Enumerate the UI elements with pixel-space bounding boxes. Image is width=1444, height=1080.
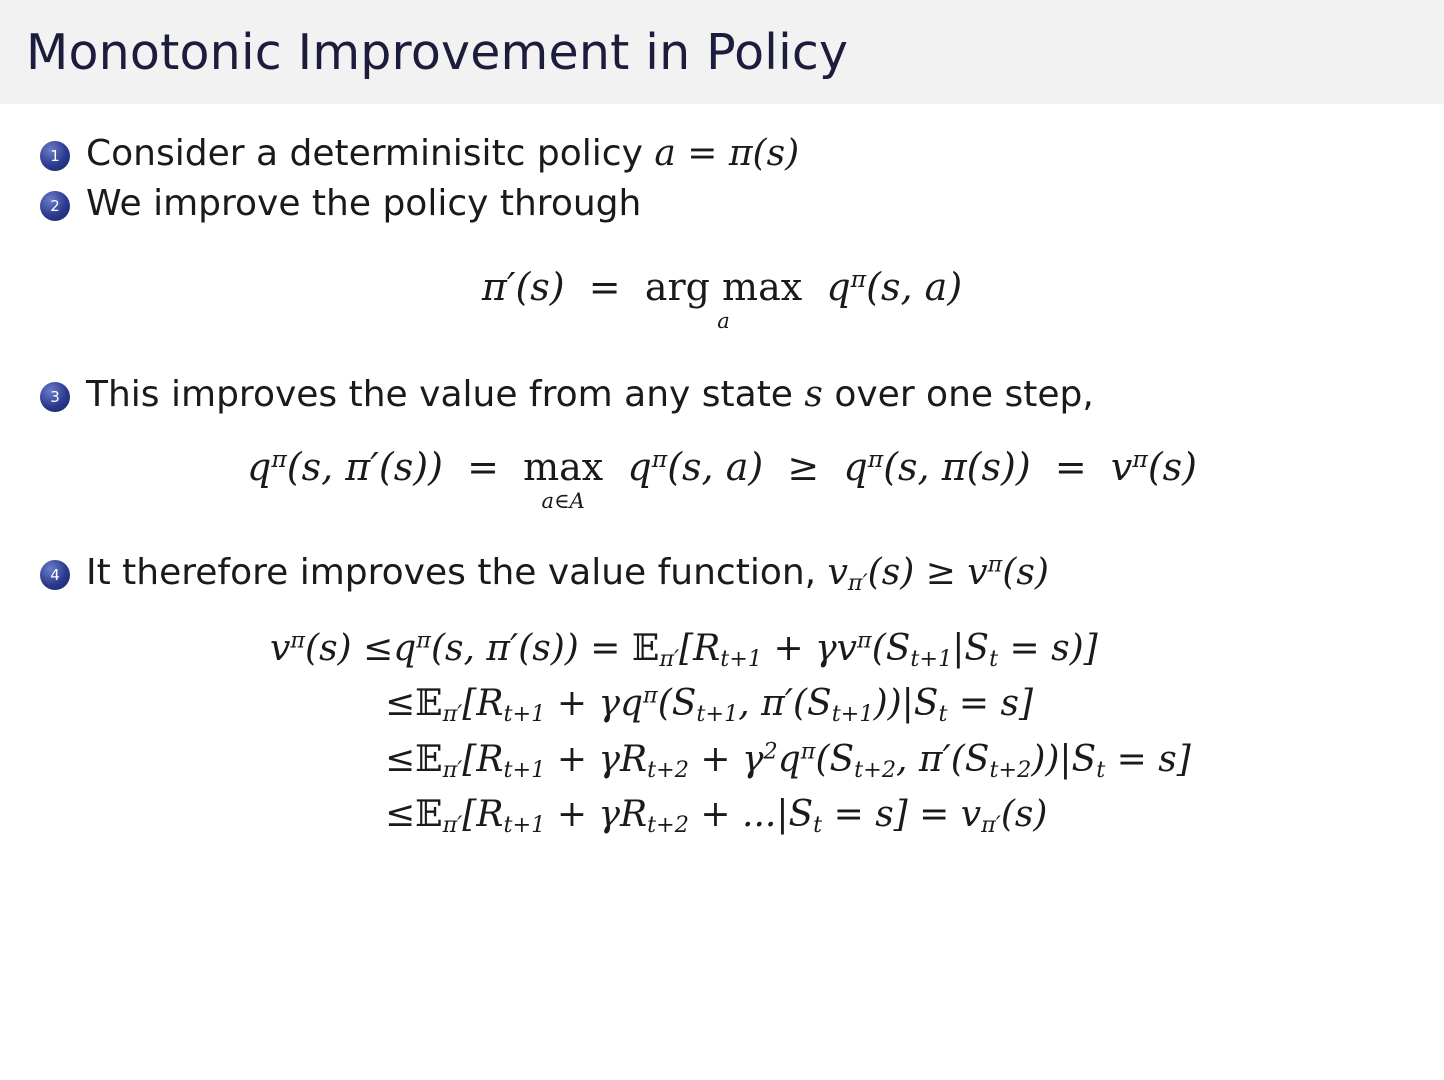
item-4-lead: It therefore improves the value function,: [86, 551, 828, 593]
equation-chain-line-2: $\le 𝔼_{\pi'}[R_{t+1} + \gamma q^\pi(S_{t+1}$, $\pi'(S_{t+1}))|S_t = s$]: [385, 683, 1034, 728]
bullet-number-4: 4: [40, 560, 70, 590]
list-item: [40, 371, 1404, 419]
list-item: [40, 130, 1404, 178]
item-1-lead: Consider a determinisitc policy: [86, 133, 655, 174]
page-title: Monotonic Improvement in Policy: [26, 23, 849, 81]
equation-chain-line-4: $\le 𝔼_{\pi'}[R_{t+1} + \gamma R_{t+2} + ...|S_t = s] = v_{\pi'}(s)$: [385, 793, 1048, 838]
argmax-operator: arg max a: [644, 265, 803, 334]
equation-chain-line-1: $v^\pi(s) \le q^\pi(s$, $\pi'(s)) = 𝔼_{\pi'}[R_{t+1} + \gamma v^\pi(S_{t+1}|S_t = s)]$: [270, 627, 1098, 673]
item-1-math: a = π(s): [654, 133, 800, 174]
list-item-text-1: [86, 130, 799, 178]
max-operator: max a∈A: [523, 444, 604, 513]
equation-chain-line-3: $\le 𝔼_{\pi'}[R_{t+1} + \gamma R_{t+2} + \gamma^2q^\pi(S_{t+2}$, $\pi'(S_{t+2}))|S_t = s$]: [385, 738, 1191, 783]
bullet-number-1: 1: [40, 141, 70, 171]
list-item: [40, 180, 1404, 228]
spacer: [40, 489, 1404, 549]
item-3-lead: This improves the value from any state: [86, 374, 805, 416]
bullet-number-3: 3: [40, 382, 70, 412]
equation-one-step-improvement: $q^\pi(s$, π′(s)) = max a∈A $q^\pi(s$, $a) \ge q^\pi(s$, $\pi(s)) = v^\pi(s)$: [246, 444, 1197, 513]
bullet-number-2: 2: [40, 191, 70, 221]
slide-content: [0, 104, 1444, 843]
list-item-text-3: [86, 371, 1094, 419]
list-item-text-2: We improve the policy through: [86, 182, 642, 224]
equation-policy-improvement: π′(s) = arg max a $q^\pi(s$, a): [481, 265, 963, 334]
list-item: [40, 549, 1404, 599]
list-item-text-4: [86, 549, 1049, 599]
argmax-subscript: a: [717, 309, 730, 334]
item-3-math: s: [804, 374, 823, 416]
max-subscript: a∈A: [541, 488, 585, 513]
slide-title-bar: [0, 0, 1444, 104]
equation-chain: [40, 622, 1404, 843]
item-4-math: $v_{\pi'}(s) \ge v^\pi(s)$: [827, 551, 1049, 596]
item-3-tail: over one step,: [822, 374, 1094, 416]
